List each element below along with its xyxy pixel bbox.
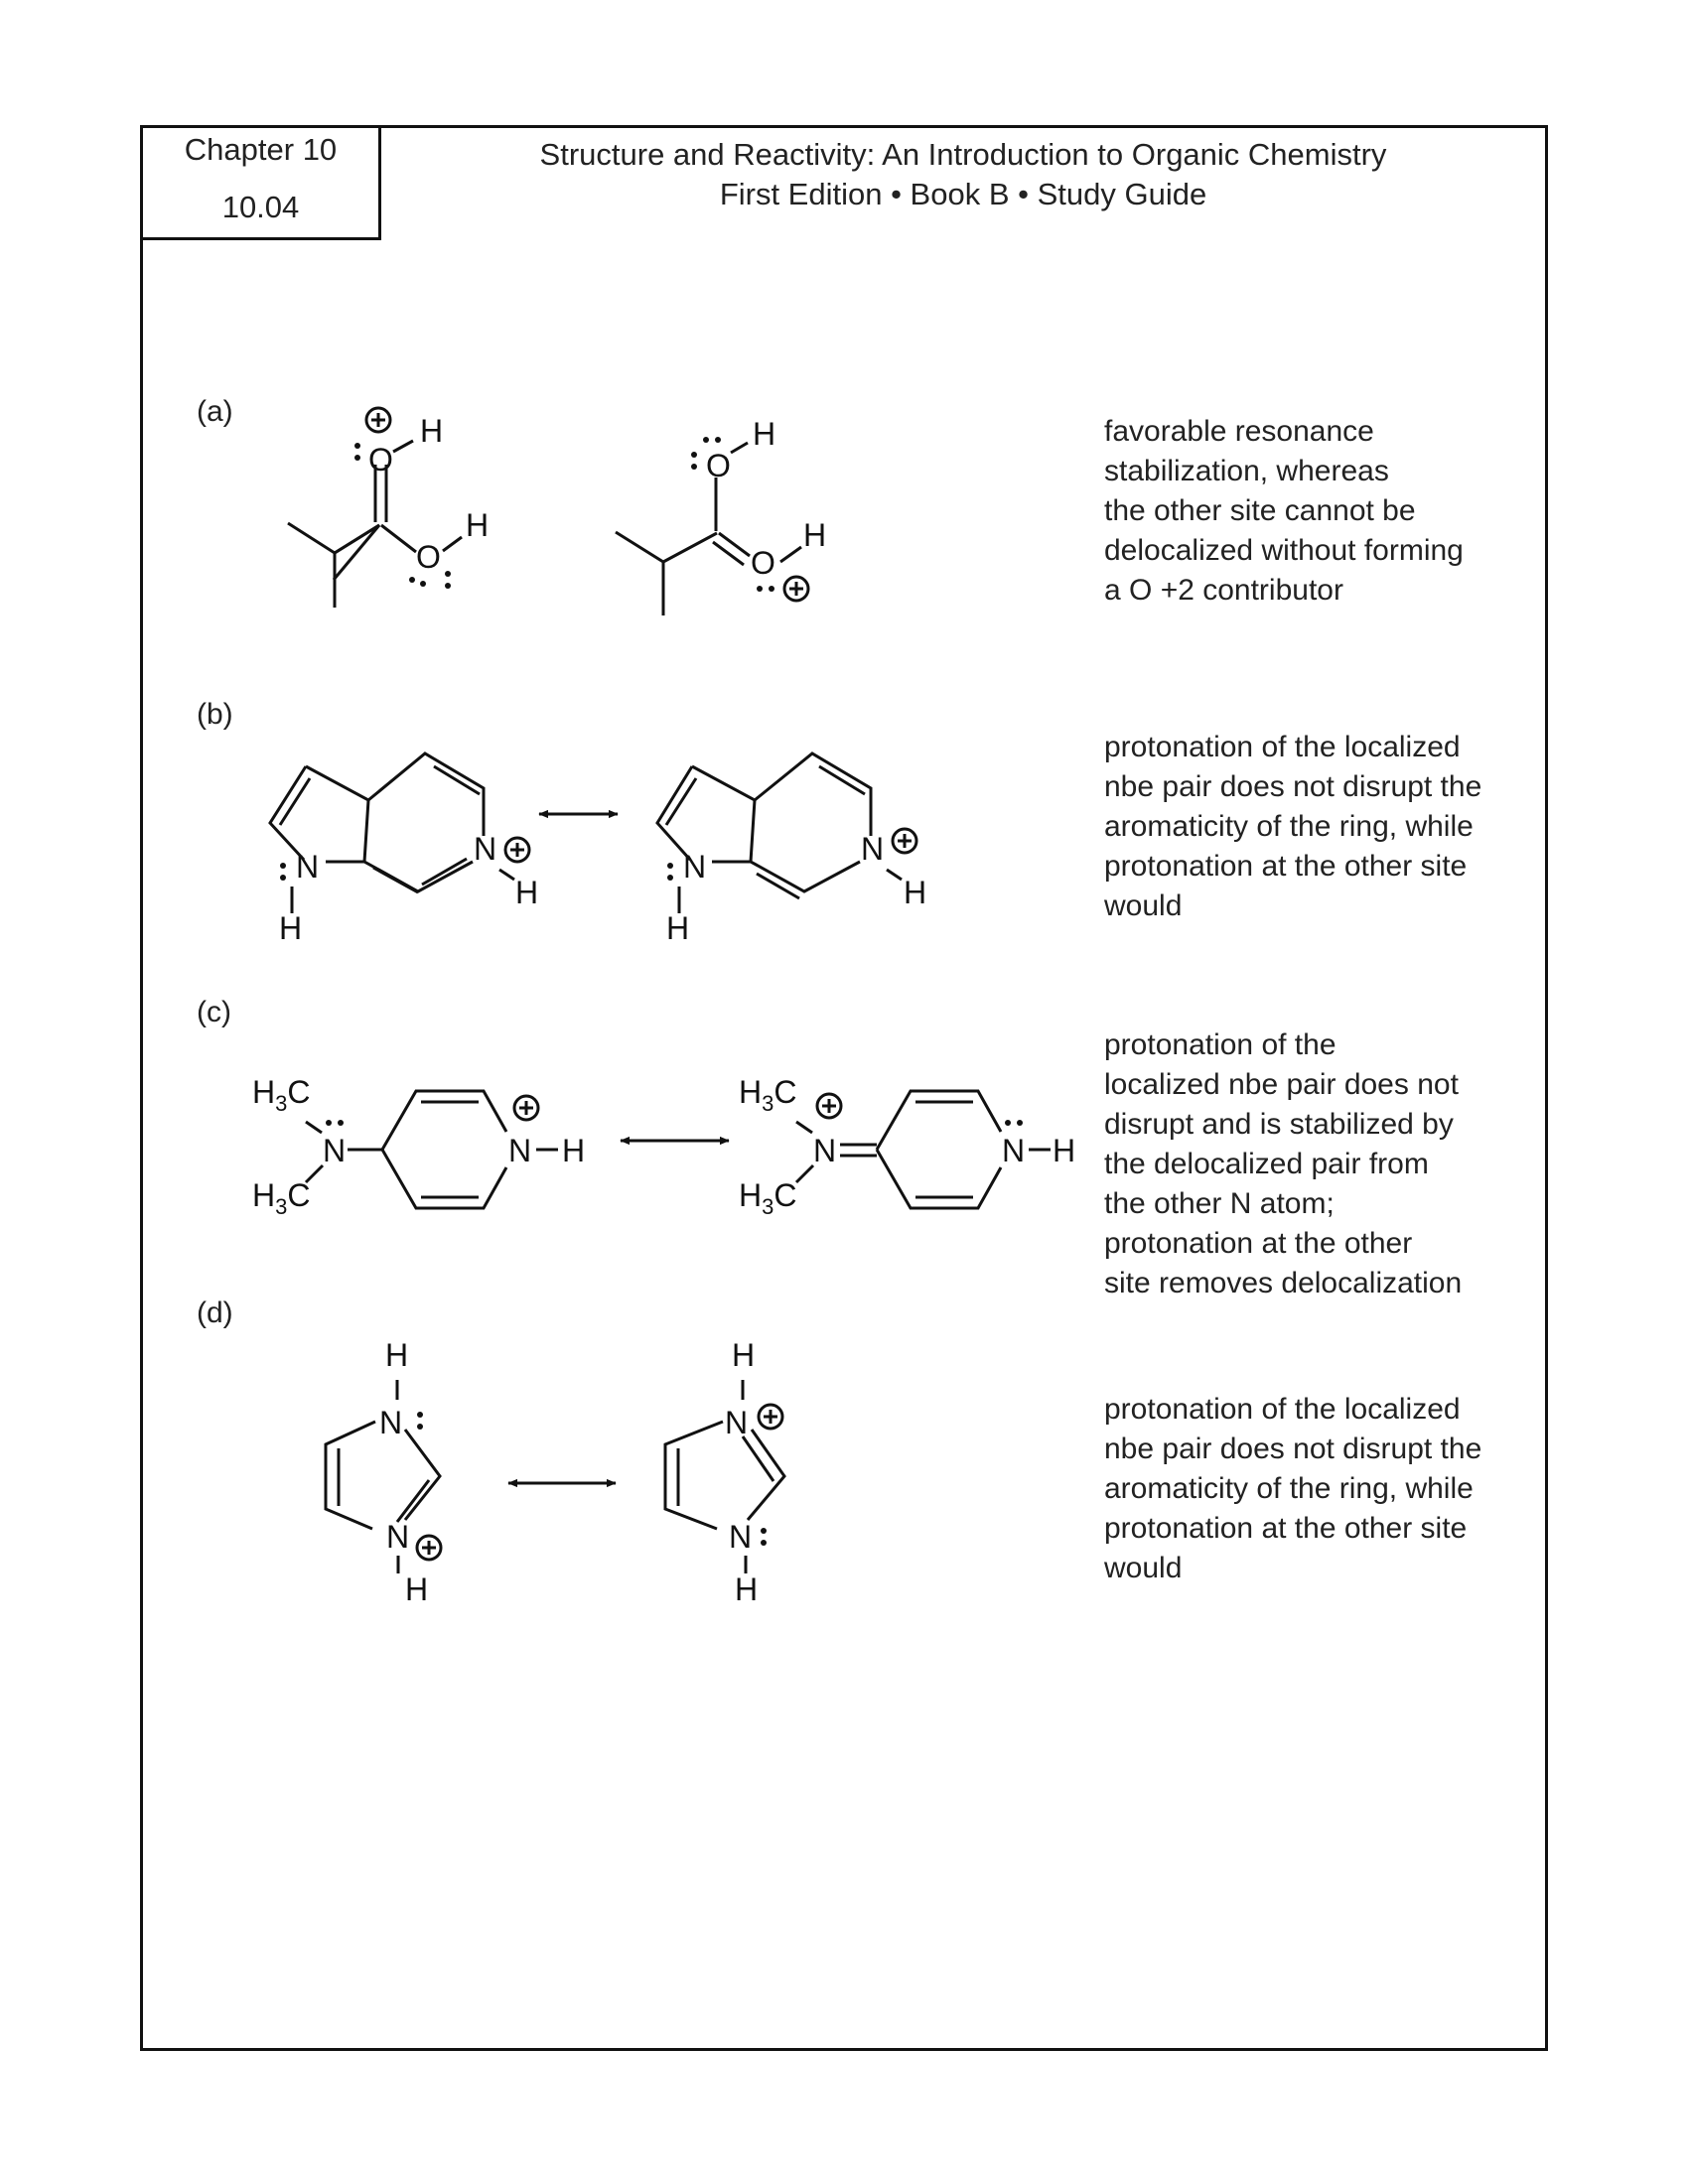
explanation-line: the other site cannot be <box>1104 494 1416 527</box>
part-label-a: (a) <box>197 395 233 428</box>
explanation-line: a O +2 contributor <box>1104 574 1343 607</box>
nitrogen-label: N <box>1002 1133 1026 1168</box>
nitrogen-label: N <box>323 1133 347 1168</box>
book-subtitle: First Edition • Book B • Study Guide <box>719 177 1207 211</box>
methyl-label: $H_3C$ <box>739 1177 797 1219</box>
chapter-label: Chapter 10 <box>184 132 338 167</box>
part-label-b: (b) <box>197 698 233 731</box>
plus-charge-icon <box>505 838 529 862</box>
explanation-line: nbe pair does not disrupt the <box>1104 1433 1482 1465</box>
explanation-line: delocalized without forming <box>1104 534 1464 567</box>
plus-charge-icon <box>893 829 916 853</box>
hydrogen-label: H <box>732 1337 756 1373</box>
explanation-line: site removes delocalization <box>1104 1267 1463 1299</box>
lone-pair-icon <box>445 571 451 589</box>
atoms-a-right <box>691 416 826 601</box>
lone-pair-icon <box>409 577 426 587</box>
lone-pair-icon <box>691 452 697 470</box>
methyl-label: $H_3C$ <box>739 1074 797 1116</box>
lone-pair-icon <box>326 1120 344 1126</box>
nitrogen-label: N <box>861 831 885 867</box>
nitrogen-label: N <box>296 849 320 885</box>
plus-charge-icon <box>417 1536 441 1560</box>
explanation-line: favorable resonance <box>1104 415 1374 448</box>
nitrogen-label: N <box>386 1519 410 1555</box>
nitrogen-label: N <box>683 849 707 885</box>
explanation-line: stabilization, whereas <box>1104 455 1389 487</box>
nitrogen-label: N <box>508 1133 532 1168</box>
lone-pair-icon <box>667 863 673 881</box>
hydrogen-label: H <box>562 1133 586 1168</box>
part-label-d: (d) <box>197 1297 233 1329</box>
hydrogen-label: H <box>753 416 776 452</box>
explanation-line: aromaticity of the ring, while <box>1104 1472 1474 1505</box>
hydrogen-label: H <box>466 507 490 543</box>
hydrogen-label: H <box>385 1337 409 1373</box>
hydrogen-label: H <box>1053 1133 1076 1168</box>
atoms-c-left <box>252 1074 585 1219</box>
explanation-line: localized nbe pair does not <box>1104 1068 1459 1101</box>
explanation-line: disrupt and is stabilized by <box>1104 1108 1454 1141</box>
plus-charge-icon <box>366 408 390 432</box>
nitrogen-label: N <box>729 1519 753 1555</box>
oxygen-label: O <box>368 442 393 478</box>
nitrogen-label: N <box>379 1405 403 1440</box>
nitrogen-label: N <box>813 1133 837 1168</box>
lone-pair-icon <box>354 443 360 461</box>
methyl-label: $H_3C$ <box>252 1074 311 1116</box>
plus-charge-icon <box>759 1405 782 1429</box>
lone-pair-icon <box>761 1528 767 1546</box>
section-number: 10.04 <box>221 190 300 224</box>
plus-charge-icon <box>784 577 808 601</box>
lone-pair-icon <box>757 586 774 592</box>
hydrogen-label: H <box>405 1571 429 1607</box>
part-label-c: (c) <box>197 996 231 1028</box>
explanation-line: would <box>1104 1552 1183 1584</box>
hydrogen-label: H <box>904 875 927 910</box>
explanation-line: protonation of the localized <box>1104 1393 1461 1426</box>
hydrogen-label: H <box>666 910 690 946</box>
explanation-line: the delocalized pair from <box>1104 1148 1429 1180</box>
oxygen-label: O <box>751 545 775 581</box>
hydrogen-label: H <box>735 1571 759 1607</box>
lone-pair-icon <box>417 1412 423 1430</box>
explanation-line: would <box>1104 889 1183 922</box>
hydrogen-label: H <box>803 517 827 553</box>
hydrogen-label: H <box>515 875 539 910</box>
explanation-line: protonation of the localized <box>1104 731 1461 763</box>
plus-charge-icon <box>817 1094 841 1118</box>
oxygen-label: O <box>706 448 731 483</box>
explanation-line: the other N atom; <box>1104 1187 1335 1220</box>
oxygen-label: O <box>416 539 441 575</box>
explanation-line: aromaticity of the ring, while <box>1104 810 1474 843</box>
lone-pair-icon <box>703 437 721 443</box>
hydrogen-label: H <box>420 413 444 449</box>
explanation-line: protonation of the <box>1104 1028 1336 1061</box>
atoms-d-left <box>379 1337 441 1607</box>
lone-pair-icon <box>280 863 286 881</box>
methyl-label: $H_3C$ <box>252 1177 311 1219</box>
plus-charge-icon <box>514 1096 538 1120</box>
explanation-line: nbe pair does not disrupt the <box>1104 770 1482 803</box>
explanation-line: protonation at the other <box>1104 1227 1413 1260</box>
atoms-d-right <box>725 1337 782 1607</box>
lone-pair-icon <box>1005 1120 1023 1126</box>
book-title: Structure and Reactivity: An Introduction to Organic Chemistry <box>539 137 1387 172</box>
explanation-line: protonation at the other site <box>1104 1512 1468 1545</box>
nitrogen-label: N <box>474 831 497 867</box>
nitrogen-label: N <box>725 1405 749 1440</box>
hydrogen-label: H <box>279 910 303 946</box>
explanation-line: protonation at the other site <box>1104 850 1468 883</box>
